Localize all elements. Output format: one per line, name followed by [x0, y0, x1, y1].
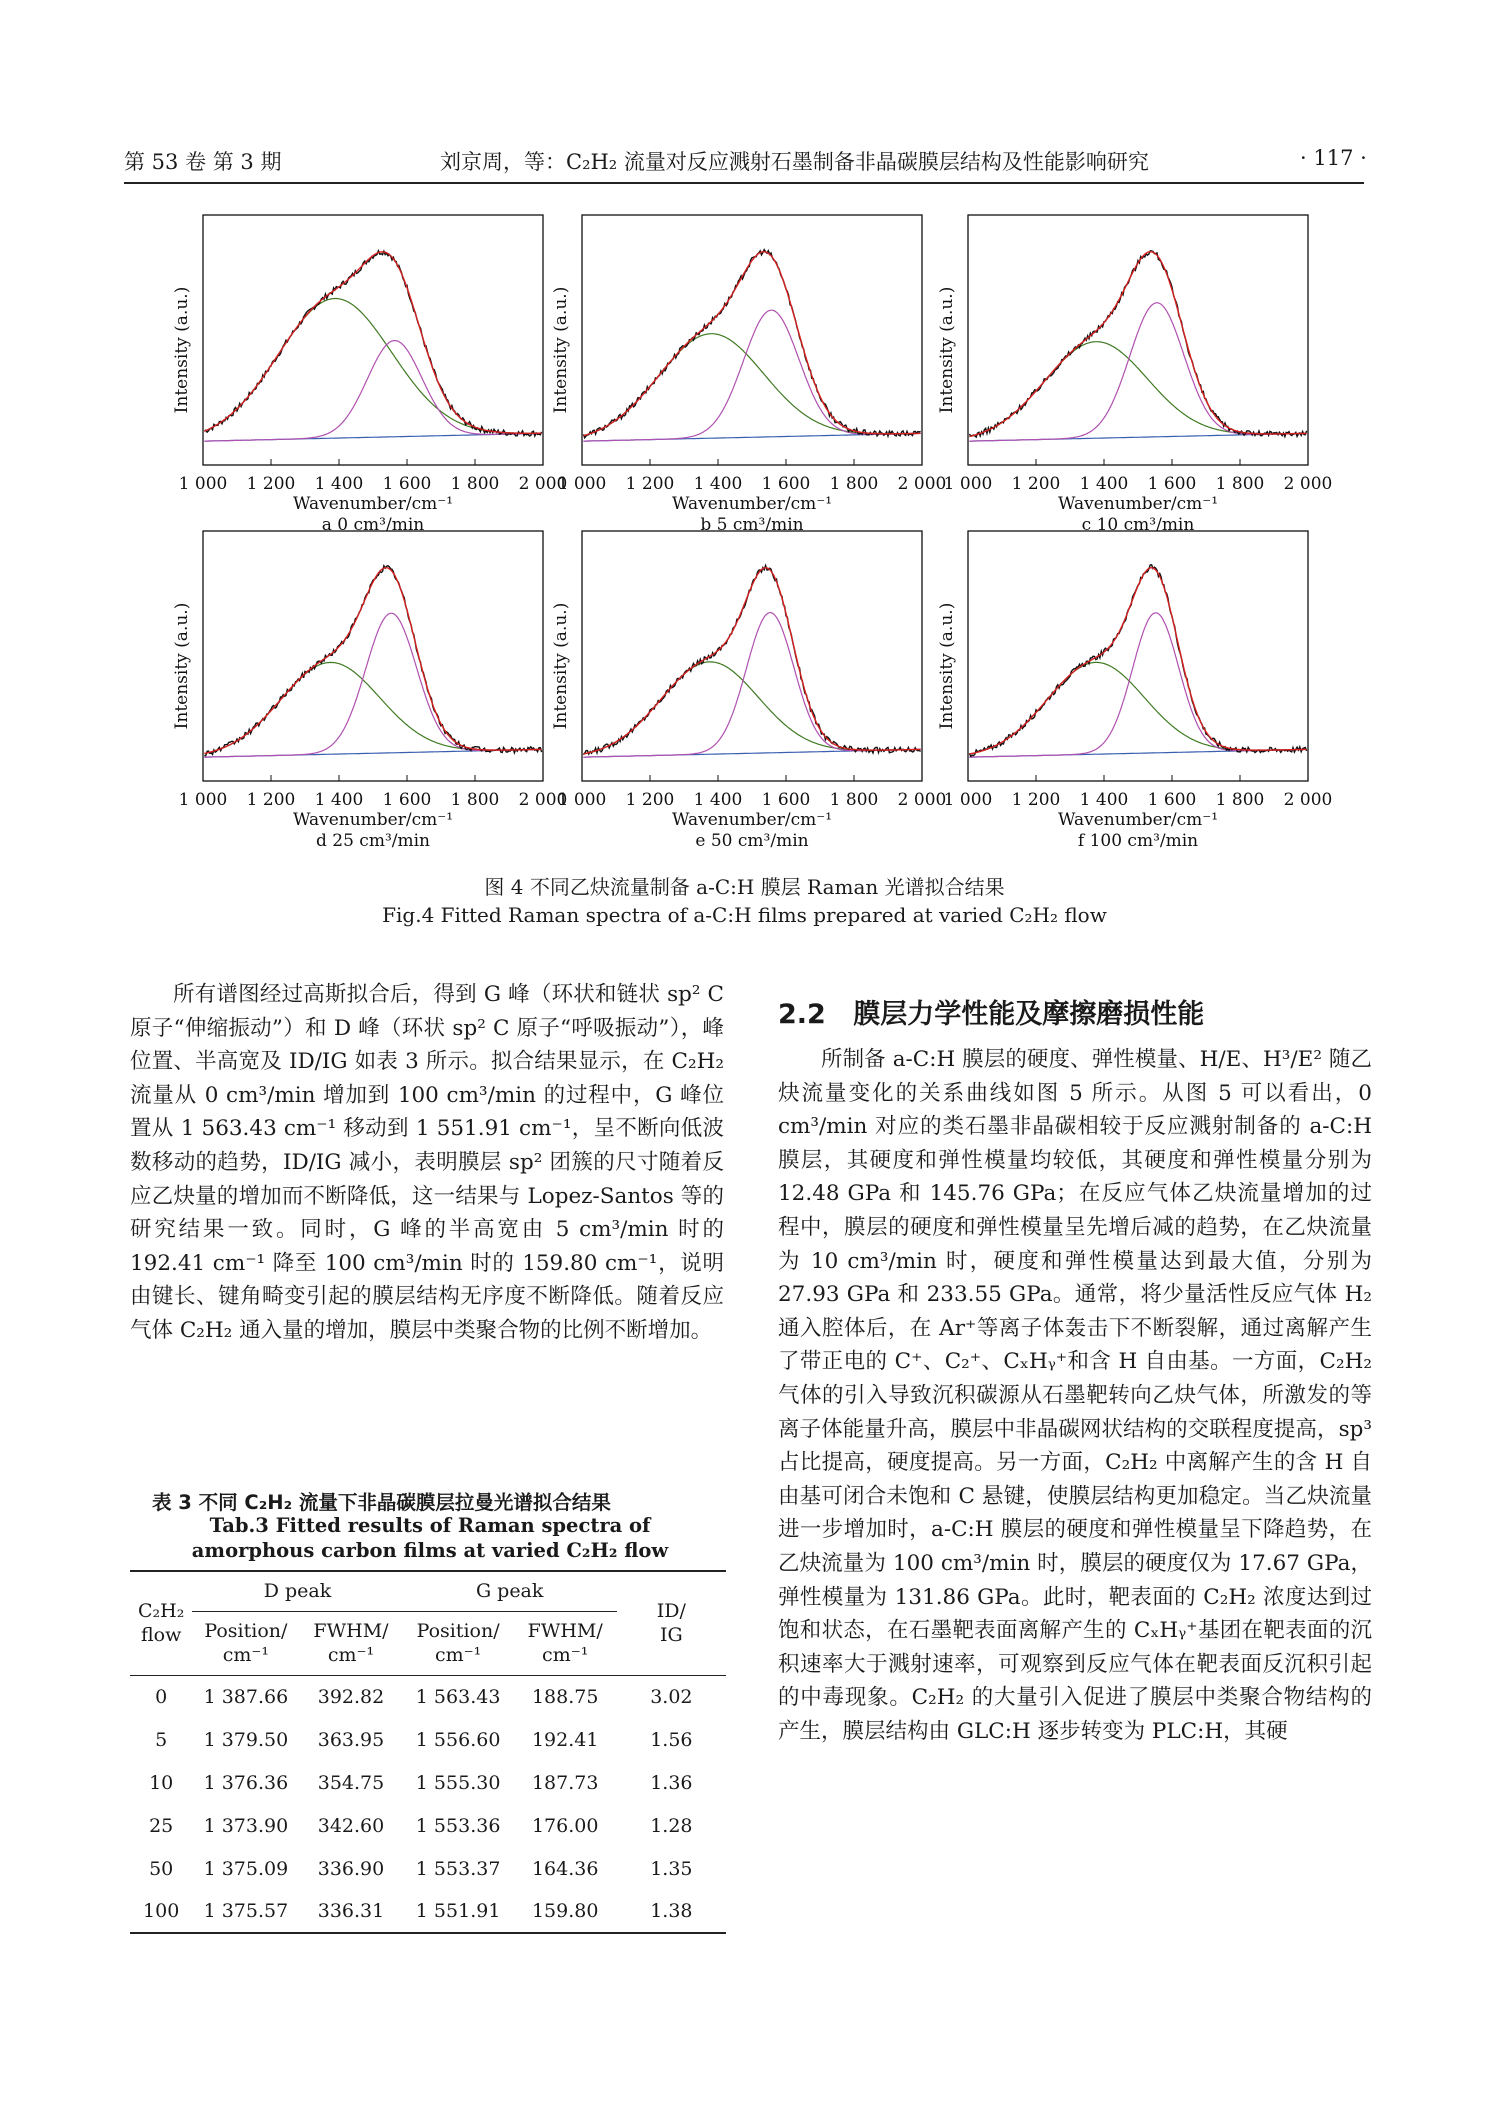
spectrum-panel [937, 531, 1332, 851]
spectrum-panel [172, 531, 567, 851]
x-tick-label: 1 400 [693, 474, 743, 494]
col-header-ratio: ID/ IG [656, 1600, 686, 1647]
panel-label: c 10 cm³/min [1081, 515, 1195, 535]
table-cell: 10 [149, 1771, 174, 1794]
section-title: 膜层力学性能及摩擦磨损性能 [853, 999, 1205, 1030]
measured-line [969, 251, 1306, 437]
results-paragraph: 所有谱图经过高斯拟合后，得到 G 峰（环状和链状 sp² C 原子“伸缩振动”）和 D 峰（环状 sp² C 原子“呼吸振动”），峰位置、半高宽及 ID/IG 如表 3 所示。拟合结果显示，在 C₂H₂ 流量从 0 cm³/min 增加到 100 cm³/min 的过程中，G 峰位置从 1 563.43 cm⁻¹ 移动到 1 551.91 cm⁻¹，呈不断向低波数移动的趋势，ID/IG 减小，表明膜层 sp² 团簇的尺寸随着反应乙炔量的增加而不断降低，这一结果与 Lopez-Santos 等的研究结果一致。同时，G 峰的半高宽由 5 cm³/min 时的 192.41 cm⁻¹ 降至 100 cm³/min 时的 159.80 cm⁻¹，说明由键长、键角畸变引起的膜层结构无序度不断降低。随着反应气体 C₂H₂ 通入量的增加，膜层中类聚合物的比例不断增加。 [130, 982, 724, 1343]
x-tick-label: 1 000 [557, 790, 607, 810]
col-header-d-position: Position/ cm⁻¹ [204, 1620, 288, 1666]
header-rule [124, 182, 1364, 184]
table-cell: 1 553.36 [415, 1814, 501, 1837]
table-cell: 1 387.66 [203, 1685, 289, 1708]
x-tick-label: 1 600 [761, 474, 811, 494]
x-tick-label: 1 400 [314, 474, 364, 494]
table-cell: 336.90 [317, 1857, 385, 1880]
x-axis-label: Wavenumber/cm⁻¹ [292, 494, 454, 514]
table-cell: 3.02 [650, 1685, 693, 1708]
col-header-g-position: Position/ cm⁻¹ [416, 1620, 500, 1666]
g-peak-line [204, 341, 541, 442]
table-cell: 100 [143, 1900, 180, 1922]
right-column-text [778, 1043, 1372, 1748]
spectrum-panel [551, 531, 946, 851]
table-cell: 1 379.50 [203, 1728, 289, 1751]
table-caption-cn: 表 3 不同 C₂H₂ 流量下非晶碳膜层拉曼光谱拟合结果 [152, 1491, 611, 1514]
d-peak-line [969, 662, 1306, 754]
x-tick-label: 1 400 [1079, 474, 1129, 494]
y-axis-label: Intensity (a.u.) [172, 286, 192, 414]
table-cell: 336.31 [317, 1900, 385, 1922]
plot-frame [968, 215, 1308, 465]
table-cell: 1 556.60 [415, 1728, 501, 1751]
col-header-d-peak: D peak [192, 1571, 402, 1611]
y-axis-label: Intensity (a.u.) [551, 286, 571, 414]
x-tick-label: 1 400 [1079, 790, 1129, 810]
table-body [130, 1675, 726, 1933]
x-tick-label: 2 000 [1283, 474, 1333, 494]
table-cell: 1.38 [650, 1900, 693, 1922]
g-peak-line [969, 303, 1306, 441]
table-caption-en: Tab.3 Fitted results of Raman spectra of amorphous carbon films at varied C₂H₂ flow [191, 1514, 669, 1562]
table-row [130, 1675, 726, 1718]
table-cell: 176.00 [531, 1814, 599, 1837]
table-cell: 1.28 [650, 1814, 693, 1837]
y-axis-label: Intensity (a.u.) [937, 602, 957, 730]
x-tick-label: 2 000 [518, 474, 568, 494]
y-axis-label: Intensity (a.u.) [172, 602, 192, 730]
table-cell: 159.80 [531, 1900, 599, 1922]
figure-caption-en: Fig.4 Fitted Raman spectra of a-C:H films prepared at varied C₂H₂ flow [382, 903, 1107, 927]
table-cell: 25 [149, 1814, 174, 1837]
measured-line [583, 250, 920, 438]
section-number: 2.2 [778, 999, 826, 1030]
x-tick-label: 1 200 [246, 474, 296, 494]
x-tick-label: 2 000 [1283, 790, 1333, 810]
mechanical-paragraph: 所制备 a-C:H 膜层的硬度、弹性模量、H/E、H³/E² 随乙炔流量变化的关系曲线如图 5 所示。从图 5 可以看出，0 cm³/min 对应的类石墨非晶碳相较于反应溅射制备的 a-C:H 膜层，其硬度和弹性模量均较低，其硬度和弹性模量分别为 12.48 GPa 和 145.76 GPa；在反应气体乙炔流量增加的过程中，膜层的硬度和弹性模量呈先增后减的趋势，在乙炔流量为 10 cm³/min 时，硬度和弹性模量达到最大值，分别为 27.93 GPa 和 233.55 GPa。通常，将少量活性反应气体 H₂ 通入腔体后，在 Ar⁺等离子体轰击下不断裂解，通过离解产生了带正电的 C⁺、C₂⁺、CₓHᵧ⁺和含 H 自由基。一方面，C₂H₂ 气体的引入导致沉积碳源从石墨靶转向乙炔气体，所激发的等离子体能量升高，膜层中非晶碳网状结构的交联程度提高，sp³ 占比提高，硬度提高。另一方面，C₂H₂ 中离解产生的含 H 自由基可闭合未饱和 C 悬键，使膜层结构更加稳定。当乙炔流量进一步增加时，a-C:H 膜层的硬度和弹性模量呈下降趋势，在乙炔流量为 100 cm³/min 时，膜层的硬度仅为 17.67 GPa，弹性模量为 131.86 GPa。此时，靶表面的 C₂H₂ 浓度达到过饱和状态，在石墨靶表面离解产生的 CₓHᵧ⁺基团在靶表面的沉积速率大于溅射速率，可观察到反应气体在靶表面反沉积引起的中毒现象。C₂H₂ 的大量引入促进了膜层中类聚合物结构的产生，膜层结构由 GLC:H 逐步转变为 PLC:H，其硬 [778, 1047, 1372, 1744]
plot-frame [968, 531, 1308, 781]
table-cell: 1 375.57 [203, 1900, 289, 1922]
table-cell: 1 376.36 [203, 1771, 289, 1794]
x-tick-label: 1 800 [829, 474, 879, 494]
table-cell: 1 553.37 [415, 1857, 501, 1880]
x-tick-label: 1 200 [1011, 474, 1061, 494]
fit-line [583, 252, 920, 436]
d-peak-line [583, 334, 920, 436]
g-peak-line [583, 613, 920, 758]
x-tick-label: 1 400 [314, 790, 364, 810]
table-cell: 392.82 [317, 1685, 385, 1708]
x-tick-label: 1 600 [1147, 474, 1197, 494]
y-axis-label: Intensity (a.u.) [937, 286, 957, 414]
x-tick-label: 1 600 [761, 790, 811, 810]
table-cell: 1.35 [650, 1857, 693, 1880]
table-cell: 363.95 [317, 1728, 385, 1751]
table-row [130, 1804, 726, 1847]
x-tick-label: 2 000 [897, 790, 947, 810]
plot-frame [582, 215, 922, 465]
raman-spectra-figure [0, 195, 1489, 875]
x-axis-label: Wavenumber/cm⁻¹ [1057, 494, 1219, 514]
table-cell: 1.36 [650, 1771, 693, 1794]
table-cell: 187.73 [531, 1771, 599, 1794]
measured-line [583, 566, 920, 755]
figure-caption-cn: 图 4 不同乙炔流量制备 a-C:H 膜层 Raman 光谱拟合结果 [484, 875, 1005, 899]
table-cell: 1 375.09 [203, 1857, 289, 1880]
x-tick-label: 1 800 [1215, 790, 1265, 810]
table-cell: 1 563.43 [415, 1685, 501, 1708]
x-tick-label: 1 000 [557, 474, 607, 494]
table-cell: 354.75 [317, 1771, 385, 1794]
y-axis-label: Intensity (a.u.) [551, 602, 571, 730]
x-tick-label: 2 000 [518, 790, 568, 810]
x-tick-label: 1 800 [829, 790, 879, 810]
table-cell: 1 551.91 [415, 1900, 501, 1922]
x-tick-label: 1 600 [1147, 790, 1197, 810]
x-tick-label: 1 200 [246, 790, 296, 810]
table-cell: 5 [155, 1728, 168, 1751]
table-cell: 1.56 [650, 1728, 693, 1751]
left-column-text [130, 978, 724, 1348]
col-header-d-fwhm: FWHM/ cm⁻¹ [313, 1620, 389, 1666]
table-cell: 1 373.90 [203, 1814, 289, 1837]
plot-frame [203, 215, 543, 465]
fit-line [969, 568, 1306, 754]
x-tick-label: 1 200 [1011, 790, 1061, 810]
g-peak-line [583, 310, 920, 441]
measured-line [969, 565, 1306, 756]
x-axis-label: Wavenumber/cm⁻¹ [671, 494, 833, 514]
plot-frame [582, 531, 922, 781]
table-cell: 50 [149, 1857, 174, 1880]
panel-label: b 5 cm³/min [700, 515, 804, 535]
table-cell: 342.60 [317, 1814, 385, 1837]
panel-label: e 50 cm³/min [695, 831, 809, 851]
spectrum-panel [172, 215, 567, 535]
x-tick-label: 1 800 [450, 474, 500, 494]
g-peak-line [969, 613, 1306, 757]
x-tick-label: 1 000 [943, 474, 993, 494]
spectrum-panel [551, 215, 946, 535]
x-axis-label: Wavenumber/cm⁻¹ [292, 810, 454, 830]
col-header-g-peak: G peak [403, 1571, 617, 1611]
x-tick-label: 1 400 [693, 790, 743, 810]
table-row [130, 1847, 726, 1890]
journal-volume-issue: 第 53 卷 第 3 期 [124, 150, 282, 174]
x-tick-label: 1 000 [943, 790, 993, 810]
section-heading [778, 992, 1204, 1031]
panel-label: d 25 cm³/min [315, 831, 431, 851]
page-number: · 117 · [1300, 146, 1367, 170]
x-axis-label: Wavenumber/cm⁻¹ [671, 810, 833, 830]
x-tick-label: 1 800 [1215, 474, 1265, 494]
panel-label: a 0 cm³/min [321, 515, 425, 535]
d-peak-line [204, 662, 541, 753]
fit-line [969, 252, 1306, 437]
x-tick-label: 1 000 [178, 790, 228, 810]
table-cell: 0 [155, 1685, 168, 1708]
fit-line [204, 252, 541, 433]
x-tick-label: 1 000 [178, 474, 228, 494]
x-axis-label: Wavenumber/cm⁻¹ [1057, 810, 1219, 830]
spectrum-panel [937, 215, 1332, 535]
plot-frame [203, 531, 543, 781]
table-cell: 164.36 [531, 1857, 599, 1880]
measured-line [204, 251, 541, 436]
x-tick-label: 2 000 [897, 474, 947, 494]
g-peak-line [204, 613, 541, 757]
table-cell: 192.41 [531, 1728, 599, 1751]
col-header-flow: C₂H₂ flow [138, 1600, 185, 1647]
col-header-g-fwhm: FWHM/ cm⁻¹ [527, 1620, 603, 1666]
d-peak-line [583, 662, 920, 754]
table-cell: 1 555.30 [415, 1771, 501, 1794]
x-tick-label: 1 600 [382, 790, 432, 810]
raman-fit-table [130, 1570, 726, 1934]
x-tick-label: 1 800 [450, 790, 500, 810]
x-tick-label: 1 200 [625, 474, 675, 494]
x-tick-label: 1 600 [382, 474, 432, 494]
panel-label: f 100 cm³/min [1077, 831, 1199, 851]
running-title: 刘京周，等：C₂H₂ 流量对反应溅射石墨制备非晶碳膜层结构及性能影响研究 [440, 150, 1149, 174]
table-row [130, 1718, 726, 1761]
x-tick-label: 1 200 [625, 790, 675, 810]
d-peak-line [969, 342, 1306, 437]
table-row [130, 1890, 726, 1933]
table-cell: 188.75 [531, 1685, 599, 1708]
table-row [130, 1761, 726, 1804]
